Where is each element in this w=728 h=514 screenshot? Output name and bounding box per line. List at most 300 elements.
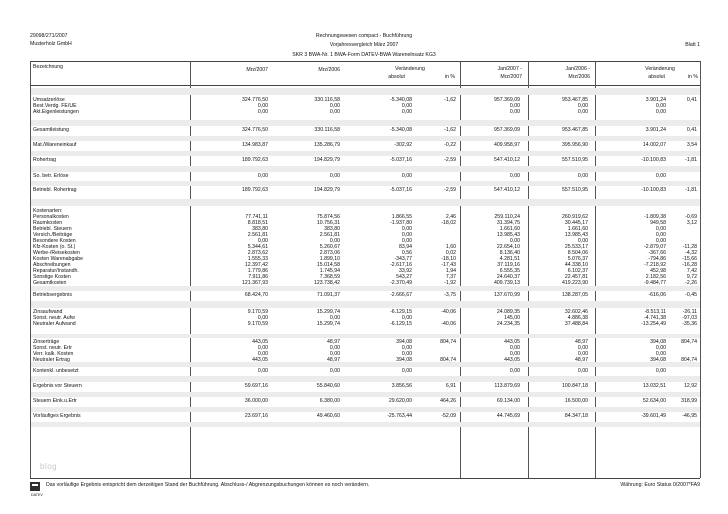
row-value: 547.410,12 xyxy=(494,187,520,193)
row-value: 29.620,00 xyxy=(388,398,412,404)
row-value: -1,81 xyxy=(685,187,697,193)
row-value: -9.484,77 xyxy=(644,280,666,286)
row-value: 0,00 xyxy=(401,103,412,109)
row-value: 48,97 xyxy=(327,339,340,345)
row-value: -6.129,15 xyxy=(390,309,412,315)
row-value: 0,00 xyxy=(509,351,520,357)
row-label: Sonst. neutr. Aufw xyxy=(33,315,75,321)
row-value: 77.741,11 xyxy=(245,214,268,220)
row-label: Akt.Eigenleistungen xyxy=(33,109,79,115)
row-value: 15.014,58 xyxy=(316,262,340,268)
row-label: Neutraler Aufwand xyxy=(33,321,76,327)
row-value: 1.899,10 xyxy=(319,256,340,262)
separator-band xyxy=(31,376,700,382)
row-value: 113.879,69 xyxy=(494,383,520,389)
row-label: Umsatzerlöse xyxy=(33,97,65,103)
row-value: 0,00 xyxy=(509,109,520,115)
row-value: 0,00 xyxy=(509,103,520,109)
report-title: Rechnungswesen compact - Buchführung xyxy=(315,33,413,39)
table-header-divider xyxy=(30,85,700,86)
row-value: -16,28 xyxy=(682,262,697,268)
row-value: 0,00 xyxy=(655,226,666,232)
row-value: 7,37 xyxy=(445,274,456,280)
row-value: -10.100,83 xyxy=(641,187,666,193)
sheet-number: Blatt 1 xyxy=(685,42,700,48)
row-value: 394,08 xyxy=(396,357,412,363)
row-value: 194.829,79 xyxy=(314,157,340,163)
row-value: 394,08 xyxy=(650,339,666,345)
row-value: 957.369,09 xyxy=(494,127,520,133)
row-value: 9.170,59 xyxy=(247,309,268,315)
row-value: 7.368,59 xyxy=(319,274,340,280)
row-value: 0,00 xyxy=(401,315,412,321)
row-value: 52.634,00 xyxy=(642,398,666,404)
row-value: 452,98 xyxy=(650,268,666,274)
row-value: 0,00 xyxy=(329,173,340,179)
row-value: 949,58 xyxy=(650,220,666,226)
column-header-pct: in % xyxy=(444,74,455,80)
row-value: 330.116,58 xyxy=(314,127,340,133)
row-value: -4,32 xyxy=(685,250,697,256)
row-value: 2.873,06 xyxy=(319,250,340,256)
row-value: 189.792,63 xyxy=(242,187,268,193)
row-value: -18,10 xyxy=(441,256,456,262)
separator-band xyxy=(31,407,700,412)
row-label: Kontenkl. unbesetzt xyxy=(33,368,79,374)
row-label: Steuern Eink.u.Ertr xyxy=(33,398,77,404)
row-value: 8.136,40 xyxy=(499,250,520,256)
row-value: 14.002,07 xyxy=(642,142,666,148)
row-value: 0,00 xyxy=(509,345,520,351)
row-value: 100.847,18 xyxy=(562,383,588,389)
datev-logo-text: DATEV xyxy=(31,493,43,497)
separator-band xyxy=(31,166,700,172)
row-value: -1.809,38 xyxy=(644,214,666,220)
row-value: 0,00 xyxy=(329,109,340,115)
row-value: 75.874,56 xyxy=(316,214,340,220)
row-label: Werbe-/Reisekosten xyxy=(33,250,80,256)
row-value: 22.457,81 xyxy=(564,274,588,280)
row-label: Zinsaufwand xyxy=(33,309,63,315)
row-value: 24.640,37 xyxy=(496,274,520,280)
row-value: 0,56 xyxy=(401,250,412,256)
row-value: 0,00 xyxy=(401,238,412,244)
row-value: 5.344,61 xyxy=(247,244,268,250)
row-label: Betriebl. Rohertrag xyxy=(33,187,77,193)
row-label: Best.Verdg. FE/UE xyxy=(33,103,77,109)
separator-band xyxy=(31,392,700,397)
row-value: 194.829,79 xyxy=(314,187,340,193)
row-value: 37.488,84 xyxy=(564,321,588,327)
row-value: -2.879,07 xyxy=(644,244,666,250)
row-value: 394,08 xyxy=(396,339,412,345)
row-value: -2,26 xyxy=(685,280,697,286)
row-value: 804,74 xyxy=(440,339,456,345)
row-value: -46,95 xyxy=(682,413,697,419)
row-value: 3,54 xyxy=(686,142,697,148)
row-label: Zinserträge xyxy=(33,339,60,345)
separator-band xyxy=(31,120,700,126)
row-value: 22.654,10 xyxy=(496,244,520,250)
row-value: 0,00 xyxy=(257,238,268,244)
row-value: 0,00 xyxy=(401,226,412,232)
row-value: -302,92 xyxy=(394,142,412,148)
row-label: Verr. kalk. Kosten xyxy=(33,351,74,357)
row-value: 123.738,42 xyxy=(314,280,340,286)
table-row xyxy=(31,109,700,115)
row-label: Reparatur/Instandh. xyxy=(33,268,79,274)
row-value: 138.287,05 xyxy=(562,292,588,298)
table-row xyxy=(31,292,700,298)
row-value: 0,00 xyxy=(577,103,588,109)
row-value: 24.089,35 xyxy=(496,309,520,315)
separator-band xyxy=(31,286,700,291)
row-value: 15.299,74 xyxy=(316,309,340,315)
row-value: 10.756,31 xyxy=(316,220,340,226)
row-value: -18,02 xyxy=(441,220,456,226)
row-value: 6.555,35 xyxy=(499,268,520,274)
row-value: 1.745,94 xyxy=(319,268,340,274)
row-value: 7,42 xyxy=(686,268,697,274)
row-value: 0,00 xyxy=(577,368,588,374)
table-row xyxy=(31,187,700,193)
row-value: 1,60 xyxy=(445,244,456,250)
row-value: 0,00 xyxy=(655,173,666,179)
row-value: 0,00 xyxy=(509,238,520,244)
table-row xyxy=(31,368,700,374)
row-value: 3.856,56 xyxy=(391,383,412,389)
row-value: 804,74 xyxy=(440,357,456,363)
row-label: So. betr. Erlöse xyxy=(33,173,69,179)
table-row xyxy=(31,321,700,327)
row-value: 13.985,43 xyxy=(564,232,588,238)
row-value: 1.779,86 xyxy=(247,268,268,274)
row-value: 0,00 xyxy=(655,238,666,244)
row-value: 25.533,17 xyxy=(564,244,588,250)
column-header-veraenderung: Veränderung xyxy=(395,66,425,72)
table-row xyxy=(31,357,700,363)
row-value: -4.741,38 xyxy=(644,315,666,321)
row-value: -1,92 xyxy=(444,280,456,286)
row-value: -5.037,16 xyxy=(390,187,412,193)
column-header-absolut-2: absolut xyxy=(648,74,665,80)
row-value: 134.983,87 xyxy=(242,142,268,148)
row-value: 0,00 xyxy=(401,173,412,179)
row-value: 330.116,58 xyxy=(314,97,340,103)
row-value: 0,00 xyxy=(655,232,666,238)
row-value: 0,41 xyxy=(686,97,697,103)
row-value: 135.286,79 xyxy=(314,142,340,148)
row-value: 0,00 xyxy=(655,351,666,357)
row-value: 0,41 xyxy=(686,127,697,133)
row-value: 30.445,17 xyxy=(564,220,588,226)
row-value: 0,00 xyxy=(329,103,340,109)
row-value: 0,00 xyxy=(257,173,268,179)
row-value: 55.840,60 xyxy=(316,383,340,389)
row-value: 957.369,09 xyxy=(494,97,520,103)
row-label: Personalkosten xyxy=(33,214,69,220)
row-value: -5.037,16 xyxy=(390,157,412,163)
document-id: 29098/271/2007 xyxy=(30,33,68,39)
row-value: -6.129,15 xyxy=(390,321,412,327)
table-row xyxy=(31,173,700,179)
row-value: 2.873,62 xyxy=(247,250,268,256)
row-value: -0,69 xyxy=(685,214,697,220)
row-value: 0,00 xyxy=(257,351,268,357)
row-value: -2.370,49 xyxy=(390,280,412,286)
row-value: 324.776,50 xyxy=(242,97,268,103)
row-value: -1,62 xyxy=(444,97,456,103)
row-value: 1,94 xyxy=(445,268,456,274)
row-value: 23.697,16 xyxy=(244,413,268,419)
row-value: 83,94 xyxy=(399,244,412,250)
row-value: 0,00 xyxy=(509,173,520,179)
row-value: 84.347,18 xyxy=(564,413,588,419)
row-value: 0,00 xyxy=(509,368,520,374)
row-value: 0,00 xyxy=(401,351,412,357)
company-name: Musterholz GmbH xyxy=(30,41,72,47)
row-value: 443,05 xyxy=(252,357,268,363)
row-value: 543,27 xyxy=(396,274,412,280)
row-value: 0,00 xyxy=(329,238,340,244)
row-value: 5.076,37 xyxy=(567,256,588,262)
row-value: -1.937,80 xyxy=(390,220,412,226)
row-value: 9.170,59 xyxy=(247,321,268,327)
row-value: 137.670,99 xyxy=(494,292,520,298)
row-value: 3,12 xyxy=(686,220,697,226)
footer-status: Währung: Euro Status 0/2007*FA9 xyxy=(620,482,700,488)
row-value: -7.218,92 xyxy=(644,262,666,268)
row-value: 409.958,97 xyxy=(494,142,520,148)
row-value: -52,09 xyxy=(441,413,456,419)
column-header-jan2007-end: Mrz/2007 xyxy=(500,74,522,80)
column-header-jan2006: Jan/2006 - xyxy=(565,66,590,72)
row-value: 0,00 xyxy=(401,368,412,374)
row-value: -25.763,44 xyxy=(387,413,412,419)
row-value: 8.818,51 xyxy=(247,220,268,226)
row-value: -2.617,16 xyxy=(390,262,412,268)
row-value: -35,36 xyxy=(682,321,697,327)
row-value: -2.666,67 xyxy=(390,292,412,298)
row-value: 44.745,69 xyxy=(496,413,520,419)
column-header-pct-2: in % xyxy=(687,74,698,80)
row-value: 6.102,37 xyxy=(567,268,588,274)
row-value: 0,00 xyxy=(655,109,666,115)
row-value: -8.513,11 xyxy=(644,309,666,315)
row-value: 0,00 xyxy=(329,345,340,351)
row-value: -15,66 xyxy=(682,256,697,262)
row-label: Betriebl. Steuern xyxy=(33,226,72,232)
row-value: -97,03 xyxy=(682,315,697,321)
separator-band xyxy=(31,181,700,186)
row-value: 2.561,81 xyxy=(319,232,340,238)
row-value: 395.956,90 xyxy=(562,142,588,148)
row-value: 2.561,81 xyxy=(247,232,268,238)
table-bottom-border xyxy=(30,478,700,479)
bwa-info-line: SKR 3 BWA-Nr. 1 BWA-Form DATEV-BWA Warenelnsatz KG3 xyxy=(292,52,436,58)
column-header-mrz2007: Mrz/2007 xyxy=(246,67,268,73)
datev-logo xyxy=(30,482,40,491)
row-value: 8.504,06 xyxy=(567,250,588,256)
row-value: 260.919,62 xyxy=(562,214,588,220)
row-value: 557.510,95 xyxy=(562,187,588,193)
row-value: 0,00 xyxy=(401,345,412,351)
row-value: 44.338,10 xyxy=(564,262,588,268)
row-value: 12.397,42 xyxy=(244,262,268,268)
row-value: 383,80 xyxy=(252,226,268,232)
row-value: 259.110,24 xyxy=(494,214,520,220)
separator-band xyxy=(31,88,700,95)
row-value: 547.410,12 xyxy=(494,157,520,163)
separator-band xyxy=(31,422,700,427)
row-value: 16.500,00 xyxy=(564,398,588,404)
column-header-absolut: absolut xyxy=(388,74,405,80)
row-value: 0,00 xyxy=(577,351,588,357)
table-row xyxy=(31,157,700,163)
row-value: 0,00 xyxy=(655,368,666,374)
row-value: 15.299,74 xyxy=(316,321,340,327)
row-label: Abschreibungen xyxy=(33,262,71,268)
row-value: 324.776,50 xyxy=(242,127,268,133)
row-value: 12,92 xyxy=(684,383,697,389)
row-value: 0,00 xyxy=(577,173,588,179)
row-value: -367,66 xyxy=(648,250,666,256)
row-value: 9,72 xyxy=(686,274,697,280)
row-value: 0,00 xyxy=(401,232,412,238)
row-value: 6.380,00 xyxy=(319,398,340,404)
row-value: 145,00 xyxy=(504,315,520,321)
row-value: -616,06 xyxy=(648,292,666,298)
row-label: Kosten Warenabgabe xyxy=(33,256,83,262)
row-value: -3,75 xyxy=(444,292,456,298)
row-value: 0,00 xyxy=(401,109,412,115)
row-value: 13.032,51 xyxy=(642,383,666,389)
row-value: 0,00 xyxy=(655,345,666,351)
row-value: -2,59 xyxy=(444,157,456,163)
separator-band xyxy=(31,199,700,206)
row-value: -343,77 xyxy=(394,256,412,262)
row-value: -39.601,49 xyxy=(641,413,666,419)
row-value: 48,97 xyxy=(575,357,588,363)
row-value: 71.091,37 xyxy=(316,292,340,298)
row-value: 33,92 xyxy=(399,268,412,274)
row-value: -0,45 xyxy=(685,292,697,298)
row-value: 443,05 xyxy=(504,339,520,345)
column-header-bezeichnung: Bezeichnung xyxy=(33,64,63,70)
row-label: Neutraler Ertrag xyxy=(33,357,70,363)
row-value: 419.223,90 xyxy=(562,280,588,286)
row-value: -5.340,08 xyxy=(390,127,412,133)
row-value: -1,81 xyxy=(685,157,697,163)
row-value: 48,97 xyxy=(575,339,588,345)
row-value: 409.739,13 xyxy=(494,280,520,286)
footer-note: Das vorläufige Ergebnis entspricht dem derzeitigen Stand der Buchführung. Abschluss-/ Abgrenzungsbuchungen können es noch verändern. xyxy=(46,482,370,488)
row-label: Rohertrag xyxy=(33,157,57,163)
table-row xyxy=(31,142,700,148)
table-row xyxy=(31,413,700,419)
row-value: 5.260,67 xyxy=(319,244,340,250)
row-label: Versich./Beiträge xyxy=(33,232,73,238)
row-value: 49.460,60 xyxy=(316,413,340,419)
report-subtitle: Vorjahresvergleich März 2007 xyxy=(329,42,399,48)
row-label: Gesamtleistung xyxy=(33,127,70,133)
row-label: Kfz-Kosten (o. St.) xyxy=(33,244,76,250)
row-value: -40,06 xyxy=(441,309,456,315)
row-value: 2,46 xyxy=(445,214,456,220)
row-value: 2.182,56 xyxy=(645,274,666,280)
column-header-veraenderung-2: Veränderung xyxy=(645,66,675,72)
row-value: 464,26 xyxy=(440,398,456,404)
row-value: 1.866,55 xyxy=(391,214,412,220)
row-value: 318,99 xyxy=(681,398,697,404)
row-value: 804,74 xyxy=(681,339,697,345)
row-value: 3.901,24 xyxy=(645,97,666,103)
row-label: Sonstige Kosten xyxy=(33,274,71,280)
row-value: -1,62 xyxy=(444,127,456,133)
row-value: 36.000,00 xyxy=(244,398,268,404)
row-value: 68.424,70 xyxy=(244,292,268,298)
row-label: Vorläufiges Ergebnis xyxy=(33,413,81,419)
row-label: Ergebnis vor Steuern xyxy=(33,383,82,389)
row-value: 7.911,86 xyxy=(248,274,268,280)
row-value: 804,74 xyxy=(681,357,697,363)
row-value: 0,02 xyxy=(445,250,456,256)
row-label: Gesamtkosten xyxy=(33,280,67,286)
row-value: 37.119,16 xyxy=(497,262,520,268)
row-value: 0,00 xyxy=(329,351,340,357)
row-value: -40,06 xyxy=(441,321,456,327)
row-value: 4.281,51 xyxy=(499,256,520,262)
row-value: 0,00 xyxy=(577,109,588,115)
row-value: -26,11 xyxy=(682,309,697,315)
column-header-jan2006-end: Mrz/2006 xyxy=(568,74,590,80)
row-value: -5.340,08 xyxy=(390,97,412,103)
row-value: 0,00 xyxy=(257,103,268,109)
row-value: 4.886,38 xyxy=(567,315,588,321)
row-value: 1.555,33 xyxy=(247,256,268,262)
row-value: 443,05 xyxy=(504,357,520,363)
row-label: Sonst. neutr. Ertr xyxy=(33,345,72,351)
row-value: -17,43 xyxy=(441,262,456,268)
row-value: 0,00 xyxy=(655,103,666,109)
row-value: 69.134,00 xyxy=(496,398,520,404)
row-value: -10.100,83 xyxy=(641,157,666,163)
row-label: Kostenarten: xyxy=(33,208,63,214)
row-value: 557.510,95 xyxy=(562,157,588,163)
row-value: 0,00 xyxy=(257,368,268,374)
row-value: -794,86 xyxy=(648,256,666,262)
table-row xyxy=(31,398,700,404)
column-header-mrz2006: Mrz/2006 xyxy=(318,67,340,73)
table-right-border xyxy=(700,61,701,478)
row-value: 48,97 xyxy=(327,357,340,363)
row-label: Betriebsergebnis xyxy=(33,292,72,298)
row-value: -2,59 xyxy=(444,187,456,193)
row-value: 953.467,85 xyxy=(562,127,588,133)
row-label: Mat./Wareneinkauf xyxy=(33,142,77,148)
row-value: 121.367,93 xyxy=(242,280,268,286)
row-value: 0,00 xyxy=(577,238,588,244)
row-value: 0,00 xyxy=(257,109,268,115)
row-value: 13.985,43 xyxy=(496,232,520,238)
row-value: 383,80 xyxy=(324,226,340,232)
row-value: 24.234,35 xyxy=(496,321,520,327)
row-value: 0,00 xyxy=(577,345,588,351)
row-value: 6,91 xyxy=(445,383,456,389)
row-label: Raumkosten xyxy=(33,220,63,226)
row-value: 31.394,75 xyxy=(496,220,520,226)
row-value: 1.661,60 xyxy=(567,226,588,232)
